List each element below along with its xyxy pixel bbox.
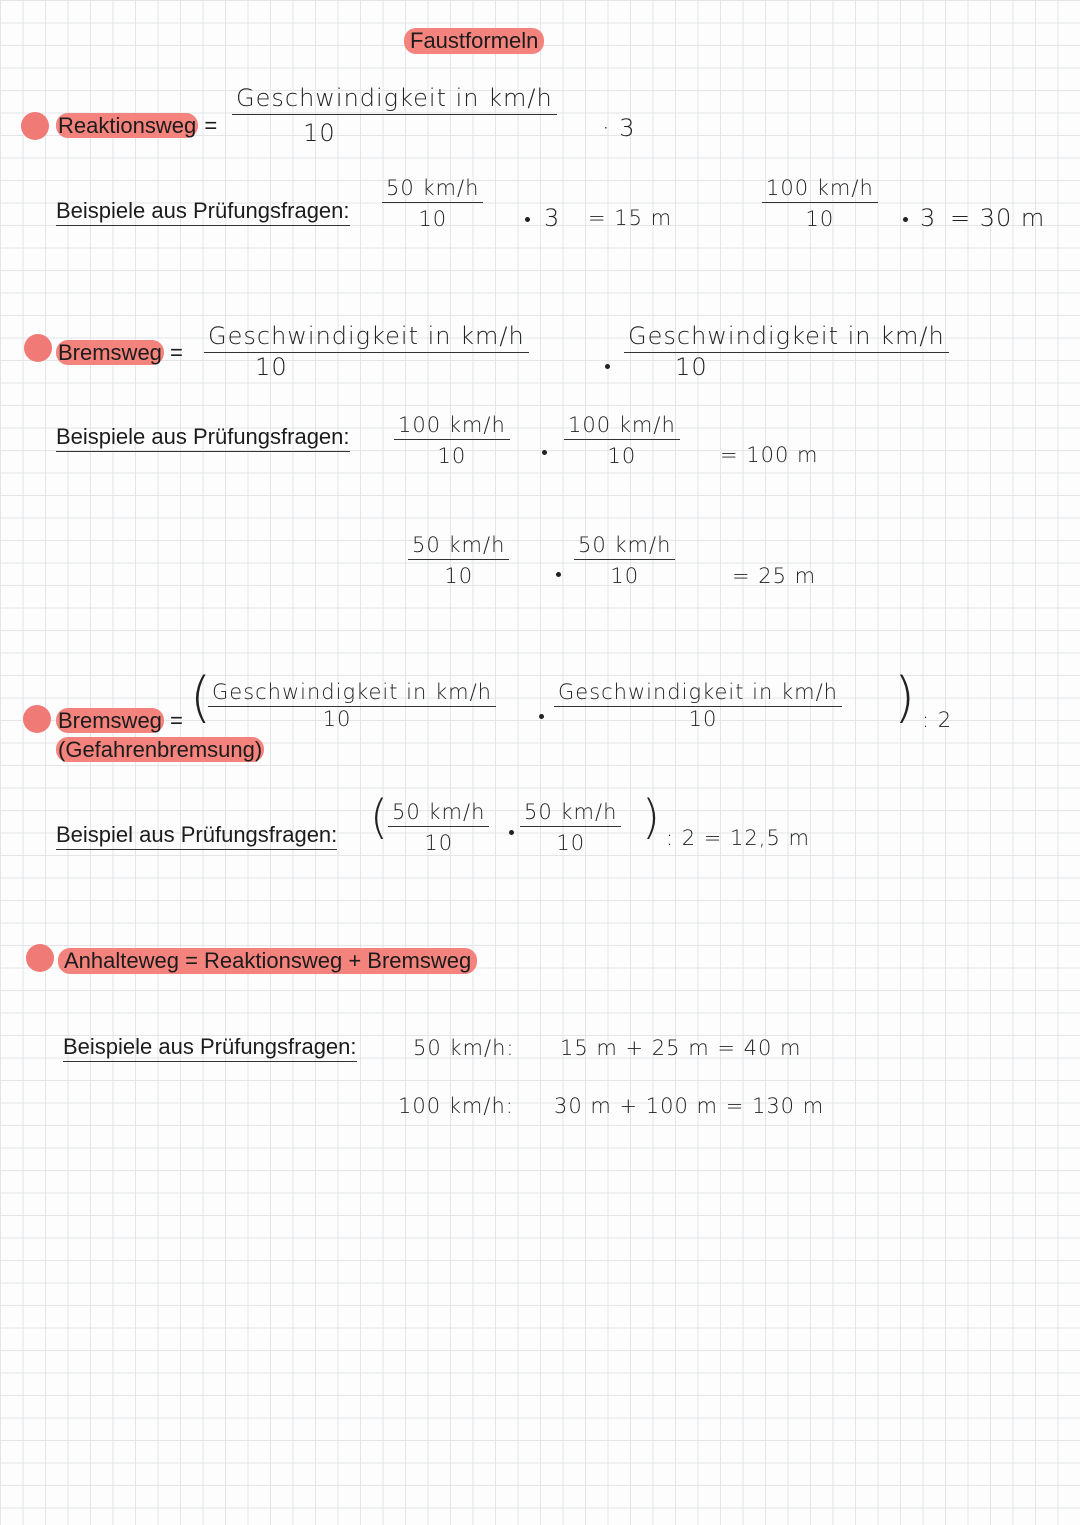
bullet-anhalteweg (26, 944, 54, 972)
example-numerator: 50 km/h (574, 533, 675, 560)
example-numerator: 100 km/h (394, 413, 510, 440)
bremsweg-examples-label: Beispiele aus Prüfungsfragen: (56, 424, 350, 452)
anhalteweg-row2-calc: 30 m + 100 m = 130 m (554, 1094, 825, 1118)
formula-numerator: Geschwindigkeit in km/h (554, 680, 842, 707)
example-numerator: 50 km/h (388, 800, 489, 827)
example-result: = 100 m (720, 443, 819, 467)
multiply-dot (605, 364, 610, 369)
example-denominator: 10 (556, 831, 586, 855)
formula-denominator: 10 (688, 707, 718, 731)
formula-denominator: 10 (255, 353, 288, 381)
multiply-dot (903, 217, 908, 222)
gefahr-formula-2 (554, 680, 842, 731)
gefahr-formula-1 (208, 680, 496, 731)
example-denominator: 10 (805, 207, 835, 231)
open-paren: ( (190, 666, 212, 729)
anhalteweg-examples-label: Beispiele aus Prüfungsfragen: (63, 1034, 357, 1062)
example-result: = 25 m (732, 564, 817, 588)
multiply-dot (509, 830, 514, 835)
bremsweg-formula-1 (204, 322, 529, 381)
reaktionsweg-label: Reaktionsweg (58, 113, 197, 138)
example-result: = 15 m (588, 206, 673, 230)
bremsweg-example-1b (564, 413, 680, 468)
bremsweg-heading (56, 340, 183, 366)
bullet-bremsweg (24, 334, 52, 362)
multiply-dot (539, 714, 544, 719)
equals-sign: = (204, 113, 218, 138)
anhalteweg-row1-calc: 15 m + 25 m = 40 m (560, 1036, 802, 1060)
gefahrenbremsung-heading (56, 708, 183, 734)
bremsweg-example-1a (394, 413, 510, 468)
close-paren: ) (894, 666, 916, 729)
bullet-gefahrenbremsung (23, 705, 51, 733)
anhalteweg-formula: Anhalteweg = Reaktionsweg + Bremsweg (58, 948, 477, 974)
example-denominator: 10 (424, 831, 454, 855)
gefahr-example-b (520, 800, 621, 855)
formula-denominator: 10 (322, 707, 352, 731)
reaktionsweg-example-2 (762, 176, 878, 231)
reaktionsweg-heading (56, 113, 217, 139)
gefahr-example-a (388, 800, 489, 855)
example-denominator: 10 (437, 444, 467, 468)
formula-numerator: Geschwindigkeit in km/h (232, 84, 557, 115)
formula-multiplier: · 3 (602, 114, 636, 142)
example-numerator: 100 km/h (564, 413, 680, 440)
formula-numerator: Geschwindigkeit in km/h (204, 322, 529, 353)
example-denominator: 10 (610, 564, 640, 588)
page-title: Faustformeln (404, 28, 544, 54)
example-result: : 2 = 12,5 m (666, 826, 810, 850)
multiply-dot (525, 217, 530, 222)
example-numerator: 50 km/h (408, 533, 509, 560)
reaktionsweg-examples-label: Beispiele aus Prüfungsfragen: (56, 198, 350, 226)
formula-numerator: Geschwindigkeit in km/h (208, 680, 496, 707)
bremsweg-example-2b (574, 533, 675, 588)
formula-numerator: Geschwindigkeit in km/h (624, 322, 949, 353)
multiply-dot (556, 572, 561, 577)
anhalteweg-row2-speed: 100 km/h: (398, 1094, 514, 1118)
example-numerator: 50 km/h (382, 176, 483, 203)
anhalteweg-row1-speed: 50 km/h: (413, 1036, 515, 1060)
equals-sign: = (170, 708, 183, 733)
reaktionsweg-example-1 (382, 176, 483, 231)
example-denominator: 10 (607, 444, 637, 468)
example-multiplier: 3 (920, 204, 937, 232)
equals-sign: = (170, 340, 183, 365)
example-denominator: 10 (418, 207, 448, 231)
bremsweg-label: Bremsweg (58, 340, 162, 365)
example-numerator: 100 km/h (762, 176, 878, 203)
example-numerator: 50 km/h (520, 800, 621, 827)
bremsweg-formula-2 (624, 322, 949, 381)
bremsweg-example-2a (408, 533, 509, 588)
gefahrenbremsung-sublabel: (Gefahrenbremsung) (58, 737, 263, 762)
gefahr-example-label: Beispiel aus Prüfungsfragen: (56, 822, 337, 850)
divide-by-two: : 2 (922, 708, 953, 732)
formula-denominator: 10 (675, 353, 708, 381)
multiply-dot (542, 450, 547, 455)
formula-denominator: 10 (303, 119, 336, 147)
example-multiplier: 3 (544, 204, 561, 232)
close-paren: ) (642, 790, 660, 844)
example-denominator: 10 (444, 564, 474, 588)
reaktionsweg-formula (232, 84, 557, 147)
bullet-reaktionsweg (21, 112, 49, 140)
example-result: = 30 m (950, 204, 1046, 232)
open-paren: ( (370, 790, 388, 844)
gefahrenbremsung-label: Bremsweg (58, 708, 162, 733)
